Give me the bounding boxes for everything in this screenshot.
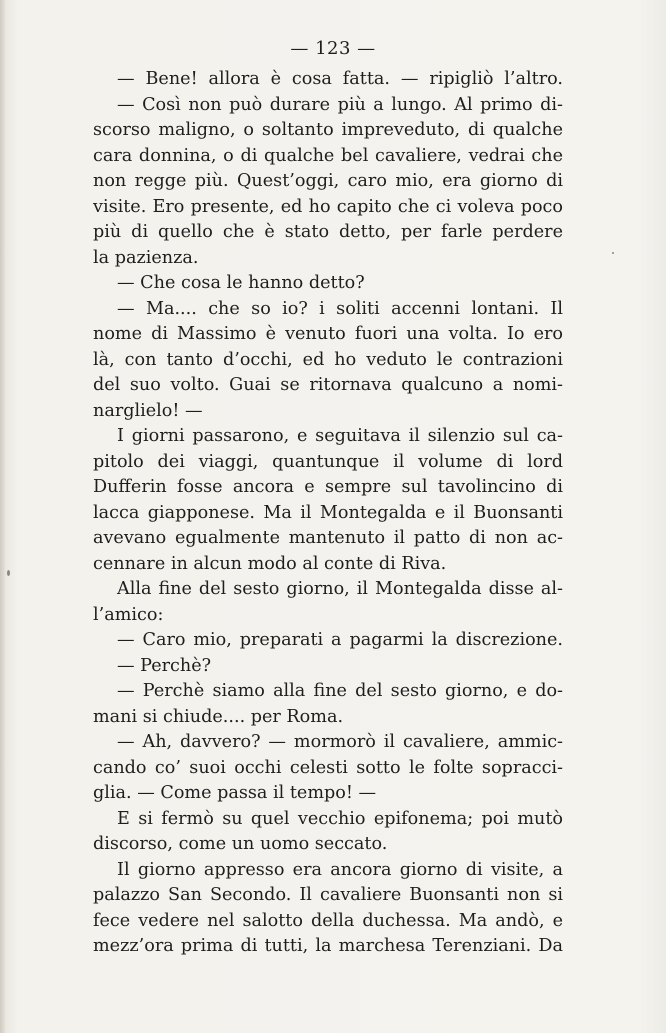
paper-speck [7, 570, 10, 576]
text-line: E si fermò su quel vecchio epifonema; poi mutò [117, 808, 563, 829]
text-line: narglielo! — [93, 400, 203, 421]
text-line: Dufferin fosse ancora e sempre sul tavolincino di [93, 477, 563, 497]
text-line: più di quello che è stato detto, per farle perdere [93, 222, 563, 242]
text-line: cara donnina, o di qualche bel cavaliere, vedrai che [93, 145, 563, 166]
page-number: — 123 — [290, 38, 376, 59]
text-line: la pazienza. [93, 247, 199, 268]
paper-speck [612, 252, 614, 254]
text-line: nome di Massimo è venuto fuori una volta. Io ero [93, 324, 563, 344]
text-line: non regge più. Quest’oggi, caro mio, era giorno di [93, 171, 563, 191]
text-line: palazzo San Secondo. Il cavaliere Buonsanti non si [93, 885, 563, 905]
text-line: discorso, come un uomo seccato. [93, 834, 388, 854]
page-gutter-shadow [0, 0, 6, 1033]
text-line: cando co’ suoi occhi celesti sotto le folte sopracci- [93, 757, 563, 778]
text-line: scorso maligno, o soltanto impreveduto, di qualche [93, 120, 563, 140]
text-line: — Perchè? [117, 655, 212, 676]
text-line: pitolo dei viaggi, quantunque il volume di lord [93, 451, 563, 472]
text-line: — Caro mio, preparati a pagarmi la discrezione. [117, 630, 563, 650]
text-line: Alla fine del sesto giorno, il Montegalda disse al- [117, 579, 563, 599]
text-line: lacca giapponese. Ma il Montegalda e il Buonsanti [93, 502, 563, 523]
text-line: là, con tanto d’occhi, ed ho veduto le contrazioni [93, 349, 563, 370]
text-line: — Perchè siamo alla fine del sesto giorno, e do- [117, 681, 563, 701]
text-line: I giorni passarono, e seguitava il silenzio sul ca- [117, 426, 563, 446]
text-line: — Bene! allora è cosa fatta. — ripigliò l’altro. [117, 69, 563, 89]
text-line: del suo volto. Guai se ritornava qualcuno a nomi- [93, 375, 563, 395]
text-line: — Ah, davvero? — mormorò il cavaliere, ammic- [117, 732, 563, 752]
text-line: — Così non può durare più a lungo. Al primo di- [117, 94, 563, 115]
text-line: — Ma.... che so io? i soliti accenni lontani. Il [117, 298, 563, 319]
text-line: l’amico: [93, 604, 164, 625]
body-text [93, 67, 563, 960]
text-line: visite. Ero presente, ed ho capito che ci voleva poco [93, 196, 563, 217]
text-line: avevano egualmente mantenuto il patto di non ac- [93, 528, 563, 548]
text-line: mezz’ora prima di tutti, la marchesa Terenziani. Da [93, 936, 563, 956]
text-line: — Che cosa le hanno detto? [117, 273, 365, 293]
text-line: glia. — Come passa il tempo! — [93, 783, 377, 803]
text-line: cennare in alcun modo al conte di Riva. [93, 553, 447, 574]
text-line: fece vedere nel salotto della duchessa. Ma andò, e [93, 910, 563, 931]
text-line: Il giorno appresso era ancora giorno di visite, a [117, 859, 563, 880]
text-line: mani si chiude.... per Roma. [93, 706, 344, 727]
